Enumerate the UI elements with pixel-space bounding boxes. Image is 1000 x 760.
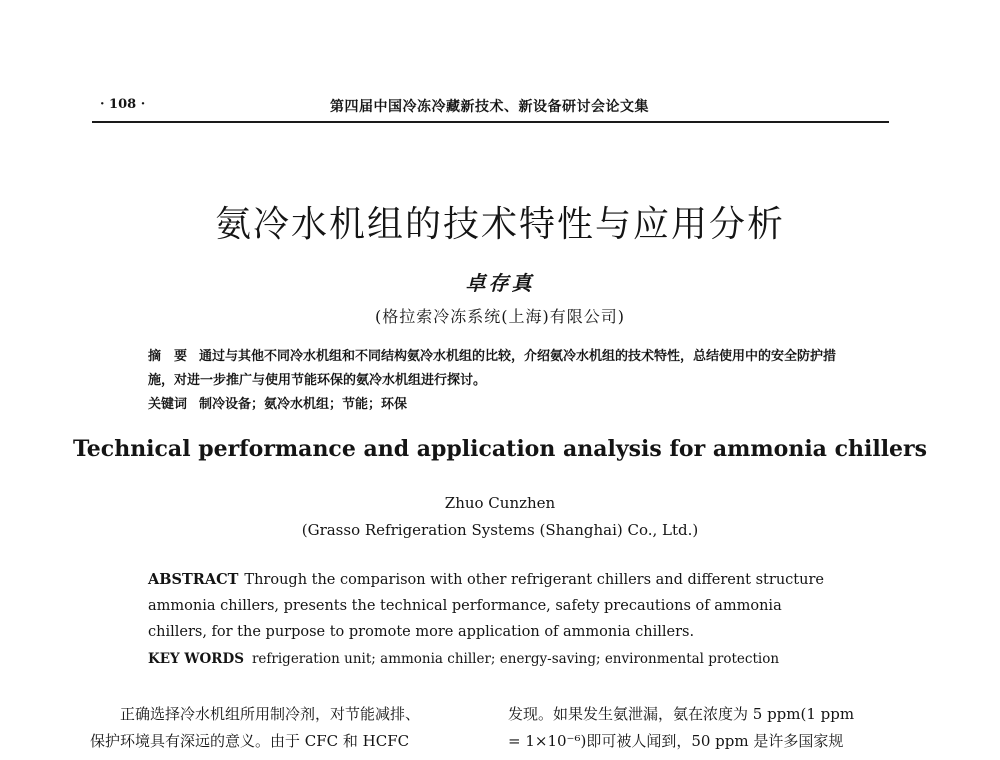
keywords-cn [148,393,407,412]
keywords-en-text: refrigeration unit; ammonia chiller; energy-saving; environmental protection [251,651,780,667]
keywords-cn-text: 制冷设备；氨冷水机组；节能；环保 [199,397,408,412]
author-cn: 卓存真 [465,271,535,295]
body-right-line-1: 发现。如果发生氨泄漏，氨在浓度为 5 ppm(1 ppm [508,705,855,723]
abstract-cn-label: 摘 要 [148,349,188,364]
page-number: · 108 · [100,97,146,112]
abstract-en-label: ABSTRACT [148,571,239,588]
body-left-line-2: 保护环境具有深远的意义。由于 CFC 和 HCFC [90,732,410,750]
body-left-column [90,701,490,755]
abstract-cn [148,345,848,393]
proceedings-title: 第四届中国冷冻冷藏新技术、新设备研讨会论文集 [330,99,649,115]
abstract-cn-text: 通过与其他不同冷水机组和不同结构氨冷水机组的比较，介绍氨冷水机组的技术特性，总结使用中的安全防护措施，对进一步推广与使用节能环保的氨冷水机组进行探讨。 [148,349,837,388]
body-left-line-1: 正确选择冷水机组所用制冷剂，对节能减排、 [120,705,421,723]
header-rule [92,121,889,123]
keywords-en [148,651,779,667]
abstract-en-text: Through the comparison with other refrigerant chillers and different structure ammonia chillers, presents the technical performance, safety precautions of ammonia chillers, for the purpose to promote more application of ammonia chillers. [148,572,824,640]
abstract-en [148,567,840,645]
paper-title-en: Technical performance and application analysis for ammonia chillers [72,436,928,462]
body-right-column [508,701,908,755]
body-right-line-2: = 1×10⁻⁶)即可被人闻到，50 ppm 是许多国家规 [508,732,844,750]
paper-title-cn: 氨冷水机组的技术特性与应用分析 [214,204,785,245]
author-en: Zhuo Cunzhen [444,494,556,512]
affiliation-cn: (格拉索冷冻系统(上海)有限公司) [375,307,625,326]
affiliation-en: (Grasso Refrigeration Systems (Shanghai) Co., Ltd.) [301,521,699,539]
keywords-en-label: KEY WORDS [148,651,244,667]
keywords-cn-label: 关键词 [148,397,188,412]
